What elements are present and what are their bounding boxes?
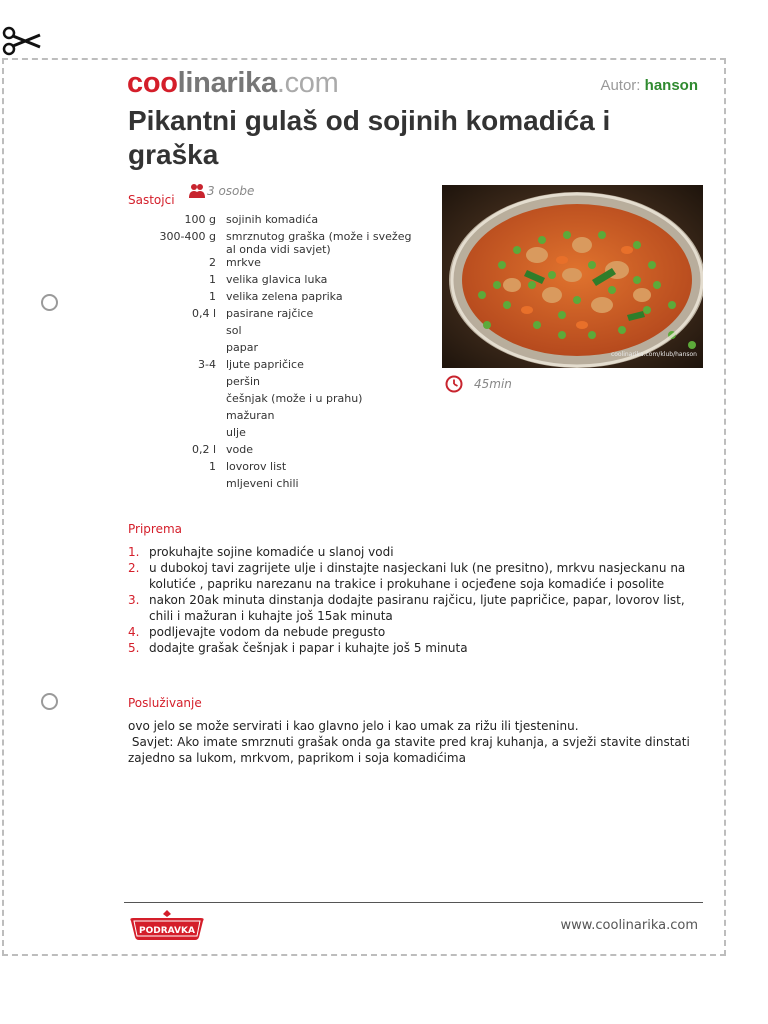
ingredient-row: [128, 290, 418, 307]
servings-text: 3 osobe: [207, 184, 255, 198]
ingredient-amount: [128, 341, 226, 358]
scissors-icon: [2, 22, 42, 62]
recipe-photo: [442, 185, 703, 368]
ingredient-amount: 0,2 l: [191, 443, 216, 456]
footer-url[interactable]: www.coolinarika.com: [560, 918, 698, 933]
preparation-step: [128, 560, 703, 592]
preparation-step: [128, 544, 703, 560]
ingredient-name: vode: [226, 443, 253, 456]
photo-watermark: coolinarika.com/klub/hanson: [610, 351, 697, 358]
ingredient-amount: 3-4: [198, 358, 216, 371]
ingredient-row: [128, 273, 418, 290]
podravka-wordmark: PODRAVKA: [139, 926, 195, 936]
step-text: u dubokoj tavi zagrijete ulje i dinstajte nasjeckani luk (ne presitno), mrkvu nasjeckanu na kolutiće , papriku narezanu na trakice i prokuhane i ocjeđene soja komadiće i posolite: [149, 561, 686, 591]
podravka-logo[interactable]: [127, 909, 207, 941]
ingredient-amount: 300-400 g: [159, 230, 216, 243]
step-text: nakon 20ak minuta dinstanja dodajte pasiranu rajčicu, ljute papričice, papar, lovorov list, chili i mažuran i kuhajte još 15ak minuta: [149, 593, 685, 623]
ingredient-row: [128, 460, 418, 477]
ingredient-name: ljute papričice: [226, 358, 304, 371]
step-text: prokuhajte sojine komadiće u slanoj vodi: [149, 545, 394, 559]
ingredient-amount: [128, 392, 226, 409]
cooking-time: [444, 374, 512, 394]
preparation-step: [128, 624, 703, 640]
ingredients-table: [128, 213, 418, 494]
ingredient-amount: 0,4 l: [191, 307, 216, 320]
ingredient-row: [128, 358, 418, 375]
ingredient-amount: [128, 324, 226, 341]
logo-coo: coo: [127, 67, 178, 99]
preparation-step: [128, 640, 703, 656]
serving-text: [128, 718, 703, 766]
ingredient-name: velika glavica luka: [226, 273, 328, 286]
ingredient-row: [128, 392, 418, 409]
binder-hole-bottom: [41, 693, 58, 710]
ingredient-amount: 1: [209, 290, 216, 303]
ingredients-heading: Sastojci: [128, 193, 175, 207]
ingredient-name: češnjak (može i u prahu): [226, 392, 363, 405]
serving-tip: Savjet: Ako imate smrznuti grašak onda ga stavite pred kraj kuhanja, a svježi stavite dinstati zajedno sa lukom, mrkvom, paprikom i soja komadićima: [128, 735, 694, 765]
author-label: Autor:: [600, 77, 641, 94]
ingredient-name: velika zelena paprika: [226, 290, 343, 303]
ingredient-row: [128, 375, 418, 392]
ingredient-row: [128, 477, 418, 494]
preparation-heading: Priprema: [128, 522, 183, 536]
author-name[interactable]: hanson: [644, 77, 698, 94]
ingredient-row: [128, 443, 418, 460]
ingredient-amount: [128, 426, 226, 443]
ingredient-amount: 2: [209, 256, 216, 269]
ingredient-amount: 1: [209, 273, 216, 286]
binder-hole-top: [41, 294, 58, 311]
logo-linarika: linarika: [177, 67, 277, 99]
serving-line-1: ovo jelo se može servirati i kao glavno jelo i kao umak za rižu ili tjesteninu.: [128, 719, 579, 733]
ingredient-name: pasirane rajčice: [226, 307, 314, 320]
ingredient-amount: [128, 409, 226, 426]
cooking-time-text: 45min: [474, 377, 512, 391]
ingredient-row: [128, 324, 418, 341]
ingredient-name: mažuran: [226, 409, 275, 422]
ingredient-row: [128, 307, 418, 324]
ingredient-name: sojinih komadića: [226, 213, 319, 226]
author-line: [600, 77, 698, 94]
people-icon: [188, 183, 206, 199]
ingredient-name: sol: [226, 324, 242, 337]
footer-divider: [124, 902, 703, 903]
ingredient-row: [128, 409, 418, 426]
preparation-step: [128, 592, 703, 624]
ingredient-row: [128, 213, 418, 230]
ingredient-amount: [128, 477, 226, 494]
coolinarika-logo[interactable]: [127, 66, 339, 100]
ingredient-row: [128, 426, 418, 443]
ingredient-name: mljeveni chili: [226, 477, 299, 490]
preparation-steps: [128, 544, 703, 656]
step-number: 3.: [128, 593, 140, 607]
ingredient-name: mrkve: [226, 256, 261, 269]
step-number: 5.: [128, 641, 140, 655]
ingredient-name: lovorov list: [226, 460, 287, 473]
serving-heading: Posluživanje: [128, 696, 202, 710]
servings-info: [188, 183, 254, 199]
ingredient-amount: [128, 375, 226, 392]
step-number: 1.: [128, 545, 140, 559]
ingredient-name: ulje: [226, 426, 246, 439]
step-number: 2.: [128, 561, 140, 575]
ingredient-amount: 1: [209, 460, 216, 473]
ingredient-row: [128, 341, 418, 358]
ingredient-name: smrznutog graška (može i svežeg al onda vidi savjet): [226, 230, 412, 256]
clock-icon: [444, 374, 464, 394]
ingredient-name: papar: [226, 341, 258, 354]
ingredient-row: [128, 256, 418, 273]
step-text: dodajte grašak češnjak i papar i kuhajte još 5 minuta: [149, 641, 468, 655]
ingredient-amount: 100 g: [184, 213, 216, 226]
ingredient-name: peršin: [226, 375, 261, 388]
step-text: podljevajte vodom da nebude pregusto: [149, 625, 386, 639]
logo-domain: .com: [276, 67, 339, 99]
step-number: 4.: [128, 625, 140, 639]
recipe-title: Pikantni gulaš od sojinih komadića i graška: [128, 105, 611, 170]
ingredient-row: [128, 230, 418, 256]
